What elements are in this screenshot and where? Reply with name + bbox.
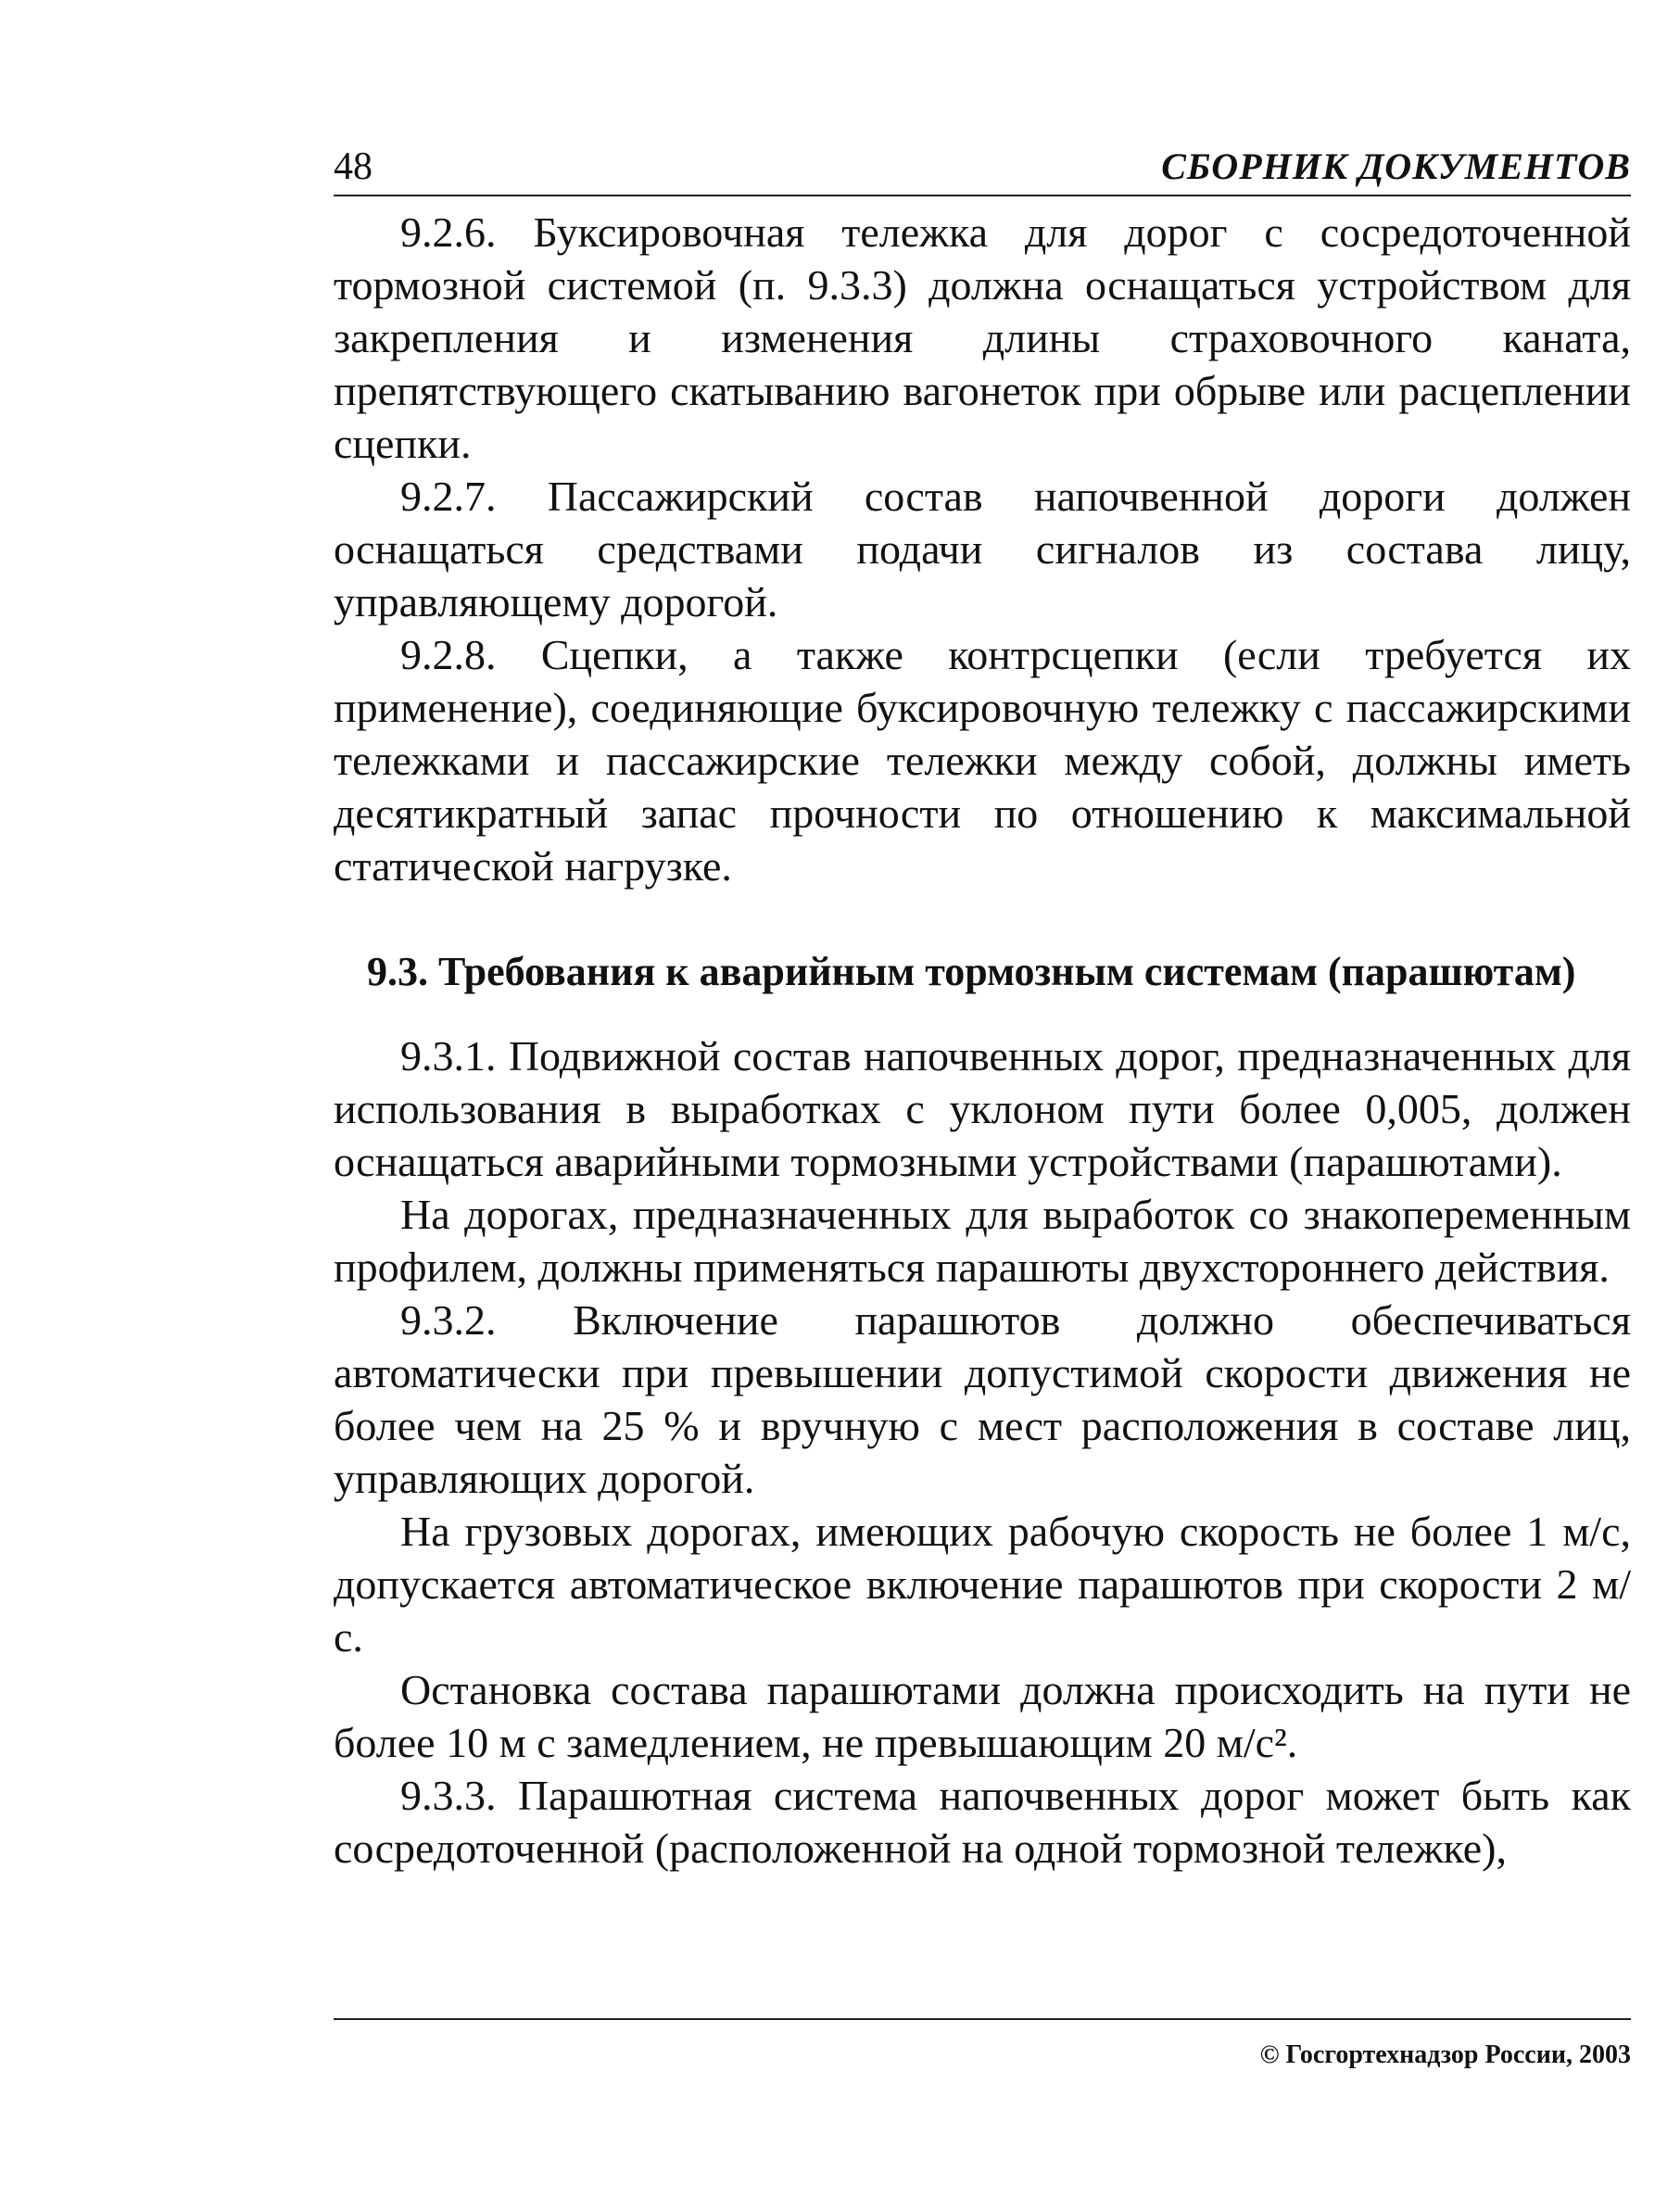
paragraph-9-2-7: 9.2.7. Пассажирский состав напочвенной дороги должен оснащаться средствами подачи сигналов из состава лицу, управляющему дорогой. <box>334 473 1631 625</box>
paragraph-9-2-6: 9.2.6. Буксировочная тележка для дорог с сосредоточенной тормозной системой (п. 9.3.3) должна оснащаться устройством для закрепления и изменения длины страховочного каната, препятствующего скатыванию вагонеток при обрыве или расцеплении сцепки. <box>334 208 1631 467</box>
paragraph-cargo-roads: На грузовых дорогах, имеющих рабочую скорость не более 1 м/с, допускается автоматическое включение парашютов при скорости 2 м/с. <box>334 1508 1631 1661</box>
footer-rule <box>334 2018 1631 2020</box>
paragraph-9-3-2: 9.3.2. Включение парашютов должно обеспечиваться автоматически при превышении допустимой скорости движения не более чем на 25 % и вручную с мест расположения в составе лиц, управляющих дорогой. <box>334 1296 1631 1502</box>
header-rule <box>334 195 1631 196</box>
page-header <box>334 139 1631 195</box>
paragraph-9-2-8: 9.2.8. Сцепки, а также контрсцепки (если требуется их применение), соединяющие буксировочную тележку с пассажирскими тележками и пассажирские тележки между собой, должны иметь десятикратный запас прочности по отношению к максимальной статической нагрузке. <box>334 631 1631 890</box>
paragraph-two-way-parachutes: На дорогах, предназначенных для выработок со знакопеременным профилем, должны применяться парашюты двухстороннего действия. <box>334 1191 1631 1291</box>
paragraph-stopping-distance: Остановка состава парашютами должна происходить на пути не более 10 м с замедлением, не превышающим 20 м/с². <box>334 1666 1631 1766</box>
paragraph-9-3-1: 9.3.1. Подвижной состав напочвенных дорог, предназначенных для использования в выработках с уклоном пути более 0,005, должен оснащаться аварийными тормозными устройствами (парашютами). <box>334 1032 1631 1185</box>
document-body <box>334 206 1631 1875</box>
footer-copyright: © Госгортехнадзор России, 2003 <box>1259 2040 1631 2069</box>
page-number: 48 <box>334 145 373 188</box>
running-title: СБОРНИК ДОКУМЕНТОВ <box>1161 145 1631 187</box>
section-heading-9-3: 9.3. Требования к аварийным тормозным системам (парашютам) <box>367 949 1576 994</box>
paragraph-9-3-3: 9.3.3. Парашютная система напочвенных дорог может быть как сосредоточенной (расположенной на одной тормозной тележке), <box>334 1772 1631 1872</box>
